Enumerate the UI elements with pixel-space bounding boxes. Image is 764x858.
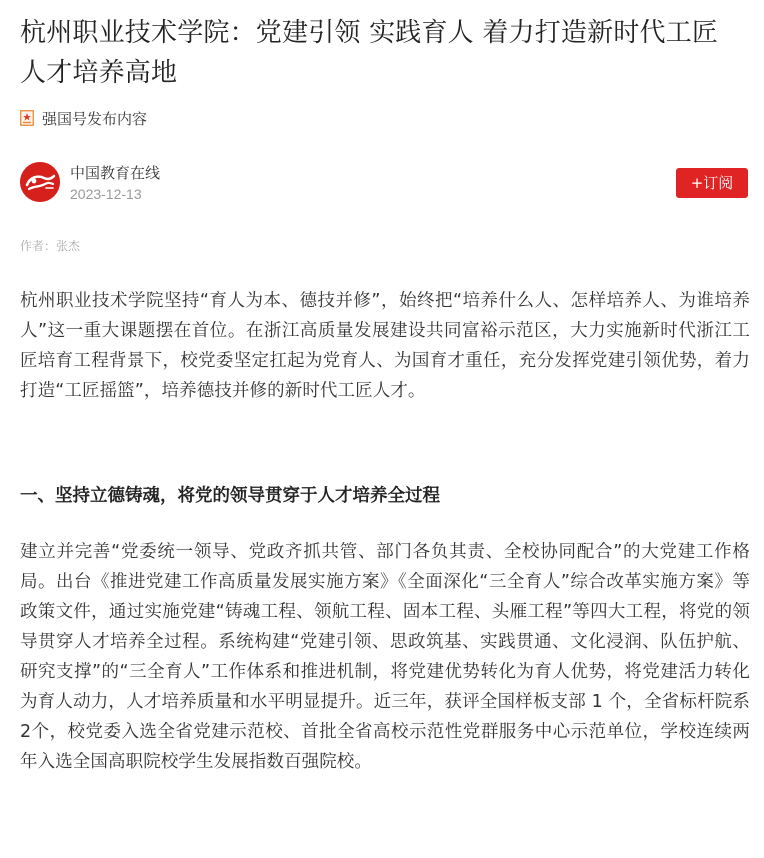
publisher-name[interactable]: 中国教育在线	[70, 164, 161, 182]
article-byline: 作者：张杰	[20, 239, 81, 253]
article-paragraph: 建立并完善“党委统一领导、党政齐抓共管、部门各负其责、全校协同配合”的大党建工作格局。出台《推进党建工作高质量发展实施方案》《全面深化“三全育人”综合改革实施方案》等政策文件，通过实施党建“铸魂工程、领航工程、固本工程、头雁工程”等四大工程，将党的领导贯穿人才培养全过程。系统构建“党建引领、思政筑基、实践贯通、文化浸润、队伍护航、研究支撑”的“三全育人”工作体系和推进机制，将党建优势转化为育人优势，将党建活力转化为育人动力，人才培养质量和水平明显提升。近三年，获评全国样板支部 1 个，全省标杆院系 2个，校党委入选全省党建示范校、首批全省高校示范性党群服务中心示范单位，学校连续两年入选全国高职院校学生发展指数百强院校。	[20, 542, 750, 772]
publisher-row	[20, 160, 748, 204]
star-badge-icon	[20, 110, 34, 126]
article-paragraph: 杭州职业技术学院坚持“育人为本、德技并修”，始终把“培养什么人、怎样培养人、为谁培养人”这一重大课题摆在首位。在浙江高质量发展建设共同富裕示范区，大力实施新时代浙江工匠培育工程背景下，校党委坚定扛起为党育人、为国育才重任，充分发挥党建引领优势，着力打造“工匠摇篮”，培养德技并修的新时代工匠人才。	[20, 291, 750, 401]
source-tag[interactable]	[20, 108, 147, 128]
section-heading: 一、坚持立德铸魂，将党的领导贯穿于人才培养全过程	[20, 486, 440, 506]
subscribe-button[interactable]: +订阅	[676, 168, 748, 198]
source-tag-label: 强国号发布内容	[42, 109, 148, 128]
publish-date: 2023-12-13	[70, 186, 142, 202]
article-title: 杭州职业技术学院：党建引领 实践育人 着力打造新时代工匠人才培养高地	[20, 18, 719, 88]
publisher-avatar[interactable]	[20, 162, 60, 202]
